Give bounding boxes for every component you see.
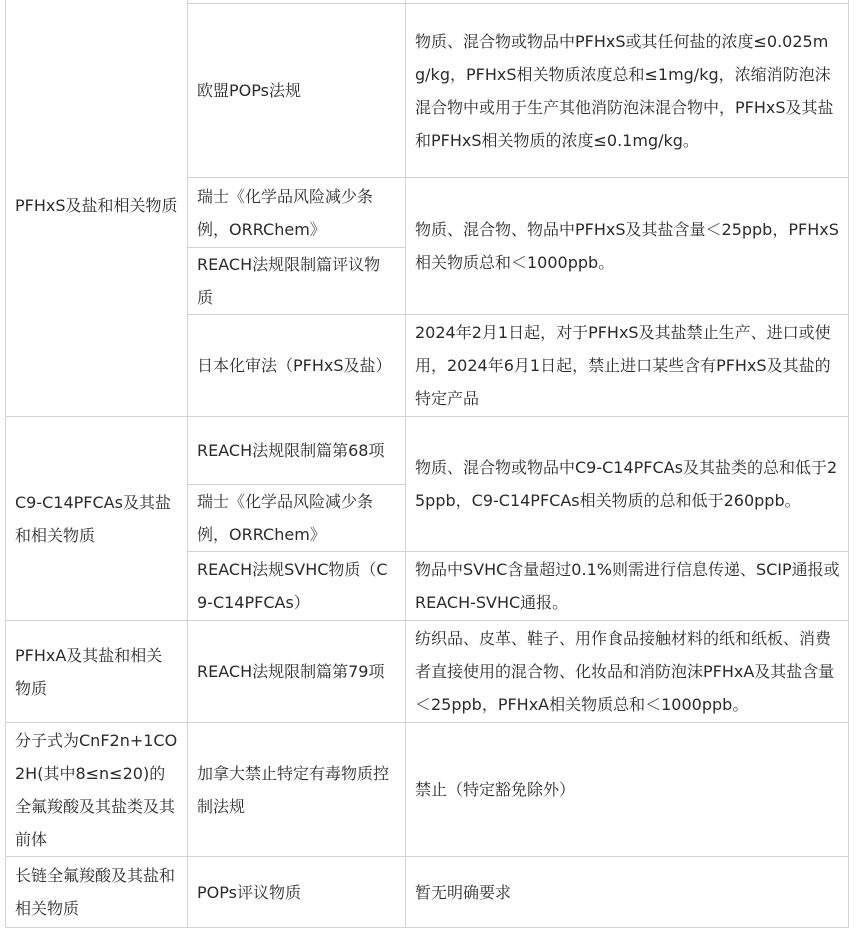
- requirement-text: 暂无明确要求: [415, 882, 512, 902]
- requirement-cell: [406, 178, 849, 315]
- regulation-cell: [188, 485, 406, 552]
- table-row: [6, 417, 849, 485]
- regulation-name: 日本化审法（PFHxS及盐）: [197, 356, 392, 375]
- requirement-text: 物质、混合物或物品中C9-C14PFCAs及其盐类的总和低于25ppb，C9-C14PFCAs相关物质的总和低于260ppb。: [415, 458, 838, 510]
- substance-cell: [6, 417, 188, 621]
- regulation-name: 瑞士《化学品风险减少条例，ORRChem》: [197, 492, 374, 544]
- requirement-cell: [406, 315, 849, 417]
- table-row: [6, 857, 849, 928]
- substance-name: PFHxS及盐和相关物质: [15, 196, 178, 215]
- requirement-cell: [406, 4, 849, 178]
- regulation-cell: [188, 417, 406, 485]
- regulation-cell: [188, 723, 406, 857]
- substance-cell: [6, 621, 188, 723]
- substance-cell: [6, 723, 188, 857]
- table-row: [6, 723, 849, 857]
- regulation-cell: [188, 178, 406, 248]
- table-row: [6, 621, 849, 723]
- regulation-table: [5, 0, 849, 928]
- regulation-name: 瑞士《化学品风险减少条例，ORRChem》: [197, 186, 374, 239]
- regulation-cell: [188, 248, 406, 315]
- regulation-cell: [188, 857, 406, 928]
- regulation-name: REACH法规限制篇第79项: [197, 662, 385, 681]
- requirement-cell: [406, 857, 849, 928]
- regulation-name: 加拿大禁止特定有毒物质控制法规: [197, 763, 390, 816]
- regulation-cell: [188, 552, 406, 621]
- substance-name: PFHxA及其盐和相关物质: [15, 645, 163, 698]
- requirement-cell: [406, 552, 849, 621]
- regulation-cell: [188, 4, 406, 178]
- substance-name: 长链全氟羧酸及其盐和相关物质: [15, 866, 176, 918]
- substance-name: C9-C14PFCAs及其盐和相关物质: [15, 492, 171, 545]
- requirement-cell: [406, 417, 849, 552]
- regulation-name: 欧盟POPs法规: [197, 81, 301, 100]
- substance-name: 分子式为CnF2n+1CO2H(其中8≤n≤20)的全氟羧酸及其盐类及其前体: [15, 730, 178, 849]
- requirement-text: 纺织品、皮革、鞋子、用作食品接触材料的纸和纸板、消费者直接使用的混合物、化妆品和消防泡沫PFHxA及其盐含量＜25ppb，PFHxA相关物质总和＜1000ppb。: [415, 629, 835, 714]
- requirement-text: 物品中SVHC含量超过0.1%则需进行信息传递、SCIP通报或REACH-SVHC通报。: [415, 560, 840, 612]
- regulation-name: REACH法规限制篇评议物质: [197, 255, 381, 307]
- requirement-text: 2024年2月1日起，对于PFHxS及其盐禁止生产、进口或使用，2024年6月1日起，禁止进口某些含有PFHxS及其盐的特定产品: [415, 323, 831, 408]
- regulation-cell: [188, 621, 406, 723]
- regulation-name: POPs评议物质: [197, 882, 301, 902]
- requirement-cell: [406, 723, 849, 857]
- requirement-cell: [406, 621, 849, 723]
- substance-cell: [6, 0, 188, 417]
- requirement-text: 物质、混合物或物品中PFHxS或其任何盐的浓度≤0.025mg/kg，PFHxS相关物质浓度总和≤1mg/kg，浓缩消防泡沫混合物中或用于生产其他消防泡沫混合物中，PFHxS及其盐和PFHxS相关物质的浓度≤0.1mg/kg。: [415, 31, 834, 150]
- substance-cell: [6, 857, 188, 928]
- regulation-name: REACH法规SVHC物质（C9-C14PFCAs）: [197, 560, 388, 612]
- regulation-cell: [188, 315, 406, 417]
- requirement-text: 禁止（特定豁免除外）: [415, 780, 576, 799]
- requirement-text: 物质、混合物、物品中PFHxS及其盐含量＜25ppb，PFHxS相关物质总和＜1000ppb。: [415, 220, 839, 272]
- regulation-name: REACH法规限制篇第68项: [197, 441, 385, 460]
